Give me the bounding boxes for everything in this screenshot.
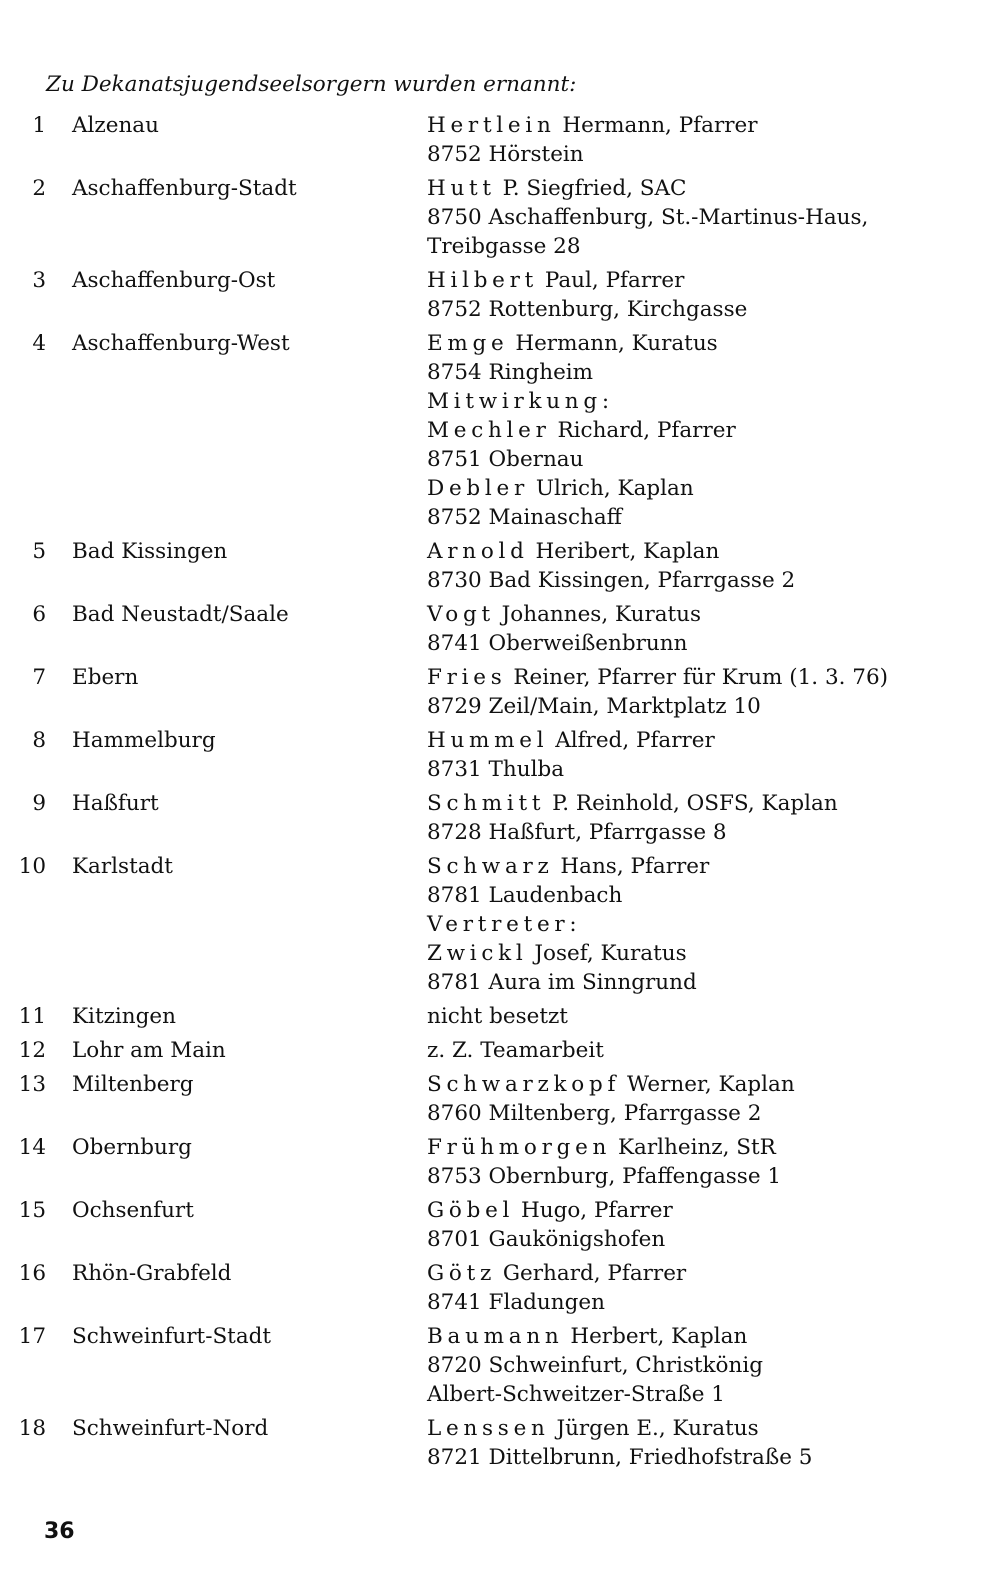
entry-number: 3 <box>32 268 46 293</box>
appointee-details <box>400 329 1000 532</box>
list-item <box>0 266 1000 324</box>
list-item <box>0 789 1000 847</box>
deanery-name: Ochsenfurt <box>72 1198 194 1223</box>
list-item <box>0 726 1000 784</box>
appointee-line <box>427 789 1000 818</box>
list-heading: Zu Dekanatsjugendseelsorgern wurden ernannt: <box>46 72 577 97</box>
appointee-details <box>400 1322 1000 1409</box>
appointee-line <box>427 474 1000 503</box>
appointee-details <box>400 600 1000 658</box>
surname: Göbel <box>427 1198 515 1223</box>
appointee-line <box>427 416 1000 445</box>
given-name-and-title: Alfred, Pfarrer <box>548 728 715 753</box>
given-name-and-title: Hugo, Pfarrer <box>514 1198 673 1223</box>
list-item <box>0 174 1000 261</box>
appointee-details <box>400 111 1000 169</box>
surname: Hutt <box>427 176 496 201</box>
given-name-and-title: Herbert, Kaplan <box>563 1324 748 1349</box>
given-name-and-title: P. Siegfried, SAC <box>495 176 687 201</box>
deanery-name: Kitzingen <box>72 1004 176 1029</box>
page-number: 36 <box>44 1519 75 1544</box>
address-line: 8750 Aschaffenburg, St.-Martinus-Haus, <box>427 205 869 230</box>
address-line: 8729 Zeil/Main, Marktplatz 10 <box>427 694 761 719</box>
deanery-name: Schweinfurt-Nord <box>72 1416 269 1441</box>
deanery-name: Aschaffenburg-West <box>72 331 290 356</box>
surname: Schwarzkopf <box>427 1072 621 1097</box>
surname: Schwarz <box>427 854 554 879</box>
entry-number: 4 <box>32 331 46 356</box>
appointee-line <box>427 266 1000 295</box>
appointee-details <box>400 1414 1000 1472</box>
list-item <box>0 1259 1000 1317</box>
list-item <box>0 329 1000 532</box>
address-line: 8728 Haßfurt, Pfarrgasse 8 <box>427 820 727 845</box>
surname: Emge <box>427 331 509 356</box>
appointee-details <box>400 789 1000 847</box>
role-label: Mitwirkung: <box>427 389 614 414</box>
address-line: nicht besetzt <box>427 1004 568 1029</box>
given-name-and-title: Reiner, Pfarrer für Krum (1. 3. 76) <box>506 665 889 690</box>
appointee-details <box>400 663 1000 721</box>
appointee-line <box>427 726 1000 755</box>
appointee-details <box>400 1002 1000 1031</box>
address-line: 8701 Gaukönigshofen <box>427 1227 666 1252</box>
list-item <box>0 1322 1000 1409</box>
given-name-and-title: P. Reinhold, OSFS, Kaplan <box>545 791 838 816</box>
appointee-details <box>400 266 1000 324</box>
appointee-details <box>400 1133 1000 1191</box>
address-line: 8760 Miltenberg, Pfarrgasse 2 <box>427 1101 762 1126</box>
address-line: 8741 Fladungen <box>427 1290 605 1315</box>
appointee-line <box>427 663 1000 692</box>
appointee-details <box>400 1070 1000 1128</box>
appointee-line <box>427 537 1000 566</box>
deanery-name: Obernburg <box>72 1135 192 1160</box>
list-item <box>0 663 1000 721</box>
address-line: Treibgasse 28 <box>427 234 581 259</box>
appointee-details <box>400 1196 1000 1254</box>
surname: Frühmorgen <box>427 1135 612 1160</box>
entry-number: 8 <box>32 728 46 753</box>
address-line: 8754 Ringheim <box>427 360 594 385</box>
given-name-and-title: Karlheinz, StR <box>611 1135 776 1160</box>
deanery-name: Miltenberg <box>72 1072 194 1097</box>
entry-number: 7 <box>32 665 46 690</box>
deanery-name: Karlstadt <box>72 854 173 879</box>
list-item <box>0 1070 1000 1128</box>
given-name-and-title: Paul, Pfarrer <box>538 268 685 293</box>
surname: Lenssen <box>427 1416 550 1441</box>
address-line: 8752 Mainaschaff <box>427 505 622 530</box>
appointee-line <box>427 1259 1000 1288</box>
deanery-name: Alzenau <box>72 113 159 138</box>
address-line: z. Z. Teamarbeit <box>427 1038 604 1063</box>
address-line: 8731 Thulba <box>427 757 565 782</box>
address-line: 8730 Bad Kissingen, Pfarrgasse 2 <box>427 568 796 593</box>
deanery-name: Bad Kissingen <box>72 539 228 564</box>
entry-number: 11 <box>18 1004 46 1029</box>
surname: Zwickl <box>427 941 528 966</box>
entry-number: 5 <box>32 539 46 564</box>
appointee-line <box>427 852 1000 881</box>
entry-number: 18 <box>18 1416 46 1441</box>
surname: Debler <box>427 476 529 501</box>
entry-number: 12 <box>18 1038 46 1063</box>
surname: Arnold <box>427 539 529 564</box>
address-line: 8751 Obernau <box>427 447 584 472</box>
entry-number: 14 <box>18 1135 46 1160</box>
entry-number: 17 <box>18 1324 46 1349</box>
address-line: 8741 Oberweißenbrunn <box>427 631 688 656</box>
given-name-and-title: Richard, Pfarrer <box>550 418 736 443</box>
list-item <box>0 852 1000 997</box>
appointee-line <box>427 1414 1000 1443</box>
appointee-line <box>427 329 1000 358</box>
deanery-name: Schweinfurt-Stadt <box>72 1324 272 1349</box>
appointee-line <box>427 600 1000 629</box>
appointee-line <box>427 939 1000 968</box>
address-line: 8752 Hörstein <box>427 142 584 167</box>
address-line: 8781 Aura im Sinngrund <box>427 970 697 995</box>
entry-number: 1 <box>32 113 46 138</box>
given-name-and-title: Gerhard, Pfarrer <box>496 1261 687 1286</box>
deanery-name: Bad Neustadt/Saale <box>72 602 289 627</box>
given-name-and-title: Werner, Kaplan <box>620 1072 795 1097</box>
list-item <box>0 600 1000 658</box>
address-line: 8720 Schweinfurt, Christkönig <box>427 1353 763 1378</box>
surname: Baumann <box>427 1324 564 1349</box>
entry-number: 15 <box>18 1198 46 1223</box>
entry-number: 6 <box>32 602 46 627</box>
address-line: Albert-Schweitzer-Straße 1 <box>427 1382 725 1407</box>
appointment-list <box>0 111 1000 1477</box>
entry-number: 10 <box>18 854 46 879</box>
surname: Hummel <box>427 728 549 753</box>
deanery-name: Haßfurt <box>72 791 159 816</box>
entry-number: 16 <box>18 1261 46 1286</box>
list-item <box>0 1133 1000 1191</box>
appointee-line <box>427 1070 1000 1099</box>
appointee-line <box>427 1322 1000 1351</box>
surname: Götz <box>427 1261 497 1286</box>
entry-number: 2 <box>32 176 46 201</box>
appointee-line <box>427 111 1000 140</box>
deanery-name: Ebern <box>72 665 139 690</box>
appointee-details <box>400 852 1000 997</box>
given-name-and-title: Heribert, Kaplan <box>528 539 720 564</box>
list-item <box>0 1036 1000 1065</box>
appointee-line <box>427 174 1000 203</box>
surname: Hertlein <box>427 113 556 138</box>
given-name-and-title: Hermann, Kuratus <box>508 331 718 356</box>
surname: Fries <box>427 665 507 690</box>
given-name-and-title: Hans, Pfarrer <box>553 854 710 879</box>
surname: Schmitt <box>427 791 546 816</box>
deanery-name: Aschaffenburg-Ost <box>72 268 276 293</box>
address-line: 8752 Rottenburg, Kirchgasse <box>427 297 748 322</box>
deanery-name: Aschaffenburg-Stadt <box>72 176 297 201</box>
surname: Hilbert <box>427 268 539 293</box>
given-name-and-title: Ulrich, Kaplan <box>528 476 694 501</box>
surname: Mechler <box>427 418 551 443</box>
list-item <box>0 537 1000 595</box>
deanery-name: Lohr am Main <box>72 1038 226 1063</box>
entry-number: 9 <box>32 791 46 816</box>
address-line: 8781 Laudenbach <box>427 883 623 908</box>
list-item <box>0 1002 1000 1031</box>
appointee-line <box>427 1133 1000 1162</box>
appointee-details <box>400 726 1000 784</box>
given-name-and-title: Josef, Kuratus <box>527 941 687 966</box>
appointee-details <box>400 1259 1000 1317</box>
given-name-and-title: Hermann, Pfarrer <box>555 113 758 138</box>
list-item <box>0 1196 1000 1254</box>
address-line: 8753 Obernburg, Pfaffengasse 1 <box>427 1164 782 1189</box>
given-name-and-title: Jürgen E., Kuratus <box>549 1416 759 1441</box>
deanery-name: Rhön-Grabfeld <box>72 1261 232 1286</box>
surname: Vogt <box>427 602 495 627</box>
given-name-and-title: Johannes, Kuratus <box>494 602 702 627</box>
list-item <box>0 111 1000 169</box>
role-label: Vertreter: <box>427 912 582 937</box>
appointee-details <box>400 174 1000 261</box>
list-item <box>0 1414 1000 1472</box>
appointee-line <box>427 1196 1000 1225</box>
appointee-details <box>400 537 1000 595</box>
entry-number: 13 <box>18 1072 46 1097</box>
appointee-details <box>400 1036 1000 1065</box>
deanery-name: Hammelburg <box>72 728 216 753</box>
address-line: 8721 Dittelbrunn, Friedhofstraße 5 <box>427 1445 813 1470</box>
